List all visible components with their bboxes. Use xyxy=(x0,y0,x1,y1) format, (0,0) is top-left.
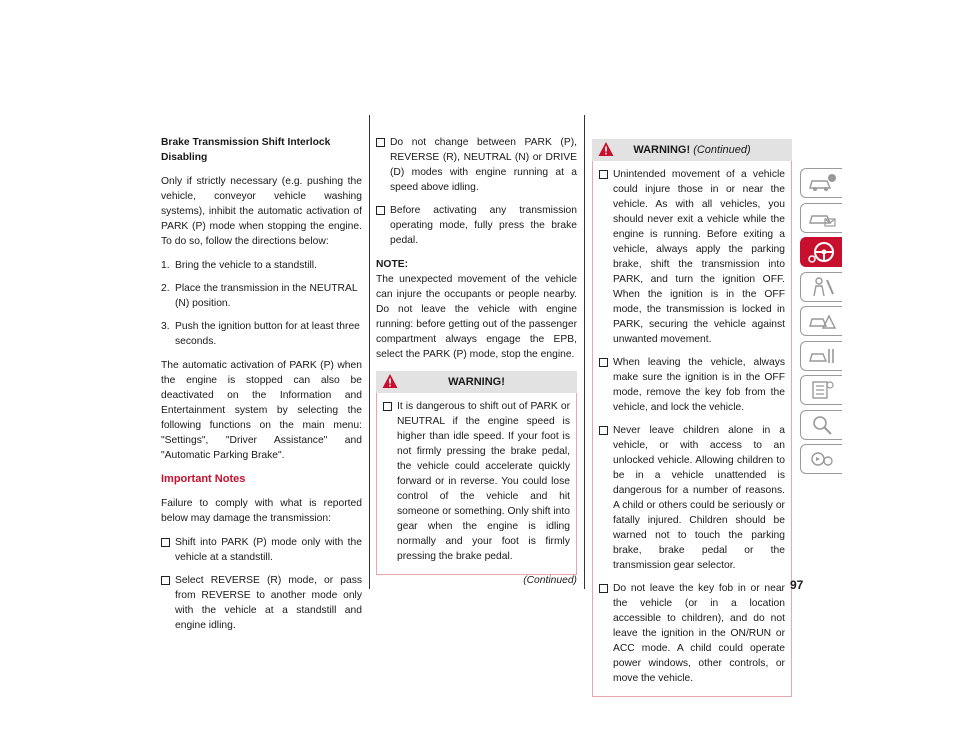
car-mail-icon xyxy=(807,208,837,228)
tab-steering-wheel[interactable] xyxy=(800,237,842,267)
warning-triangle-icon xyxy=(382,373,398,394)
checkbox-bullet-icon xyxy=(376,206,385,215)
tab-car-mail[interactable] xyxy=(800,203,842,233)
note-text: The unexpected movement of the vehicle can injure the occupants or people nearby. Do not leave the vehicle with engine running: before getting out of the passenger compartment always engage the EPB, select the PARK (P) mode, stop the engine. xyxy=(376,274,577,360)
tab-specs-list[interactable] xyxy=(800,375,842,405)
list-item: It is dangerous to shift out of PARK or NEUTRAL if the engine speed is higher than idle speed. If your foot is not firmly pressing the brake pedal, the vehicle could accelerate quickly forward or in reverse. You could lose control of the vehicle and hit someone or something. Only shift into gear when the engine is idling normally and your foot is firmly pressing the brake pedal. xyxy=(383,399,570,564)
checkbox-bullet-icon xyxy=(161,538,170,547)
warning-triangle-icon xyxy=(598,141,614,162)
tab-car-info[interactable] xyxy=(800,168,842,198)
car-service-icon xyxy=(807,345,837,367)
notes-intro: Failure to comply with what is reported below may damage the transmission: xyxy=(161,498,362,524)
list-item: 3. Push the ignition button for at least three seconds. xyxy=(161,321,360,347)
list-item: Before activating any transmission operating mode, fully press the brake pedal. xyxy=(376,203,577,248)
checkbox-bullet-icon xyxy=(599,358,608,367)
list-item: Unintended movement of a vehicle could injure those in or near the vehicle. As with all vehicles, you should never exit a vehicle while the engine is running. Before exiting a vehicle, always apply the parking brake, shift the transmission into PARK, and turn the ignition OFF. When the ignition is in the OFF mode, the transmission is locked in PARK, securing the vehicle against unwanted movement. xyxy=(599,167,785,347)
checkbox-bullet-icon xyxy=(161,576,170,585)
tab-car-warning[interactable] xyxy=(800,306,842,336)
warning-body xyxy=(592,161,792,697)
important-notes-heading: Important Notes xyxy=(161,473,246,485)
warning-block xyxy=(376,371,577,575)
tab-multimedia[interactable] xyxy=(800,444,842,474)
warning-title: WARNING! xyxy=(448,375,505,388)
column-1 xyxy=(161,135,362,642)
warning-continued: (Continued) xyxy=(693,143,751,156)
deactivation-paragraph: The automatic activation of PARK (P) when the engine is stopped can also be deactivated on the Information and Entertainment system by selecting the following functions on the main menu: "Settings", "Driver Assistance" and "Automatic Parking Brake". xyxy=(161,360,362,461)
chapter-tabs xyxy=(800,168,842,479)
checkbox-bullet-icon xyxy=(376,138,385,147)
list-item: 1. Bring the vehicle to a standstill. xyxy=(161,260,317,271)
steps-list xyxy=(161,258,362,349)
seat-safety-icon xyxy=(807,276,837,298)
search-icon xyxy=(807,414,837,436)
page-number: 97 xyxy=(790,578,804,592)
list-item: When leaving the vehicle, always make sure the ignition is in the OFF mode, remove the key fob from the vehicle, and lock the vehicle. xyxy=(599,355,785,415)
list-item: Shift into PARK (P) mode only with the vehicle at a standstill. xyxy=(161,535,362,565)
notes-list-continued xyxy=(376,135,577,248)
tab-car-service[interactable] xyxy=(800,341,842,371)
section-heading: Brake Transmission Shift Interlock Disabling xyxy=(161,137,331,163)
column-2 xyxy=(376,135,577,588)
warning-title: WARNING! (Continued) xyxy=(633,143,751,156)
multimedia-icon xyxy=(807,448,837,470)
tab-search[interactable] xyxy=(800,410,842,440)
notes-list xyxy=(161,535,362,633)
specs-list-icon xyxy=(807,379,837,401)
steering-wheel-icon xyxy=(807,240,837,264)
list-item: Do not change between PARK (P), REVERSE (R), NEUTRAL (N) or DRIVE (D) modes with engine running at a speed above idling. xyxy=(376,135,577,195)
list-item: Do not leave the key fob in or near the vehicle (or in a location accessible to children), and do not leave the ignition in the ON/RUN or ACC mode. A child could operate power windows, other controls, or move the vehicle. xyxy=(599,581,785,686)
column-divider-right xyxy=(584,115,585,589)
list-item: 2. Place the transmission in the NEUTRAL (N) position. xyxy=(161,283,358,309)
continued-label: (Continued) xyxy=(523,575,577,586)
car-info-icon xyxy=(807,173,837,193)
car-warning-icon xyxy=(807,310,837,332)
tab-seat-safety[interactable] xyxy=(800,272,842,302)
list-item: Select REVERSE (R) mode, or pass from REVERSE to another mode only with the vehicle at a standstill and engine idling. xyxy=(161,573,362,633)
warning-body xyxy=(376,393,577,575)
column-3 xyxy=(592,139,792,697)
checkbox-bullet-icon xyxy=(599,584,608,593)
checkbox-bullet-icon xyxy=(383,402,392,411)
warning-header xyxy=(376,371,577,393)
warning-header xyxy=(592,139,792,161)
checkbox-bullet-icon xyxy=(599,170,608,179)
list-item: Never leave children alone in a vehicle, or with access to an unlocked vehicle. Allowing children to be in a vehicle unattended is dangerous for a number of reasons. A child or others could be seriously or fatally injured. Children should be warned not to touch the parking brake, brake pedal or the transmission gear selector. xyxy=(599,423,785,573)
note-label: NOTE: xyxy=(376,259,409,270)
column-divider-left xyxy=(369,115,370,589)
checkbox-bullet-icon xyxy=(599,426,608,435)
intro-paragraph: Only if strictly necessary (e.g. pushing the vehicle, conveyor vehicle washing systems), inhibit the automatic activation of PARK (P) mode when stopping the engine. To do so, follow the directions below: xyxy=(161,176,362,247)
